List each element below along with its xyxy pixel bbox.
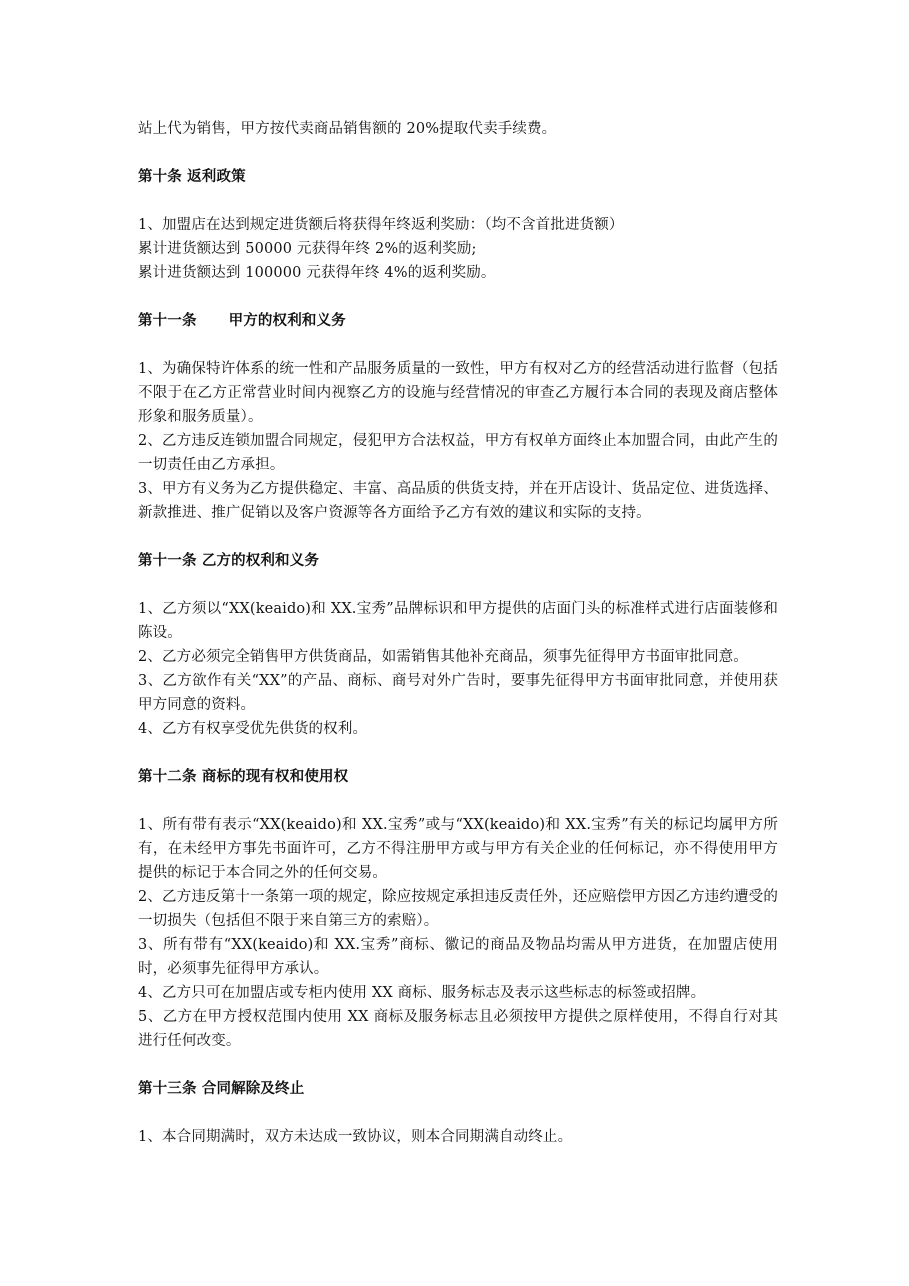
- paragraph: 3、所有带有“XX(keaido)和 XX.宝秀”商标、徽记的商品及物品均需从甲方进货，在加盟店使用时，必须事先征得甲方承认。: [138, 937, 778, 977]
- paragraph: 1、为确保特许体系的统一性和产品服务质量的一致性，甲方有权对乙方的经营活动进行监督（包括不限于在乙方正常营业时间内视察乙方的设施与经营情况的审查乙方履行本合同的表现及商店整体形象和服务质量）。: [138, 361, 778, 425]
- section-heading-party-b: 第十一条 乙方的权利和义务: [138, 552, 320, 569]
- paragraph: 2、乙方违反连锁加盟合同规定，侵犯甲方合法权益，甲方有权单方面终止本加盟合同，由此产生的一切责任由乙方承担。: [138, 433, 778, 473]
- paragraph: 3、乙方欲作有关“XX”的产品、商标、商号对外广告时，要事先征得甲方书面审批同意，并使用获甲方同意的资料。: [138, 673, 778, 713]
- document-body: [138, 117, 778, 1149]
- paragraph: 1、加盟店在达到规定进货额后将获得年终返利奖励：（均不含首批进货额）: [138, 217, 624, 233]
- paragraph: 1、本合同期满时，双方未达成一致协议，则本合同期满自动终止。: [138, 1129, 573, 1145]
- section-heading-party-a: 第十一条 甲方的权利和义务: [138, 312, 346, 329]
- paragraph: 1、乙方须以“XX(keaido)和 XX.宝秀”品牌标识和甲方提供的店面门头的标准样式进行店面装修和陈设。: [138, 601, 778, 641]
- paragraph: 2、乙方违反第十一条第一项的规定，除应按规定承担违反责任外，还应赔偿甲方因乙方违约遭受的一切损失（包括但不限于来自第三方的索赔）。: [138, 889, 778, 929]
- section-heading-trademark: 第十二条 商标的现有权和使用权: [138, 768, 349, 785]
- paragraph: 4、乙方只可在加盟店或专柜内使用 XX 商标、服务标志及表示这些标志的标签或招牌。: [138, 985, 706, 1001]
- paragraph: 累计进货额达到 50000 元获得年终 2%的返利奖励;: [138, 241, 477, 257]
- paragraph: 2、乙方必须完全销售甲方供货商品，如需销售其他补充商品，须事先征得甲方书面审批同意。: [138, 649, 749, 665]
- paragraph: 1、所有带有表示“XX(keaido)和 XX.宝秀”或与“XX(keaido)和 XX.宝秀”有关的标记均属甲方所有，在未经甲方事先书面许可，乙方不得注册甲方或与甲方有关企业的任何标记，亦不得使用甲方提供的标记于本合同之外的任何交易。: [138, 817, 778, 881]
- paragraph: 5、乙方在甲方授权范围内使用 XX 商标及服务标志且必须按甲方提供之原样使用，不得自行对其进行任何改变。: [138, 1009, 778, 1049]
- paragraph: 3、甲方有义务为乙方提供稳定、丰富、高品质的供货支持，并在开店设计、货品定位、进货选择、新款推进、推广促销以及客户资源等各方面给予乙方有效的建议和实际的支持。: [138, 481, 778, 521]
- section-heading-termination: 第十三条 合同解除及终止: [138, 1080, 305, 1097]
- paragraph: 4、乙方有权享受优先供货的权利。: [138, 721, 368, 737]
- paragraph: 累计进货额达到 100000 元获得年终 4%的返利奖励。: [138, 265, 496, 281]
- section-heading-rebate: 第十条 返利政策: [138, 168, 246, 185]
- intro-paragraph: 站上代为销售，甲方按代卖商品销售额的 20%提取代卖手续费。: [138, 121, 557, 137]
